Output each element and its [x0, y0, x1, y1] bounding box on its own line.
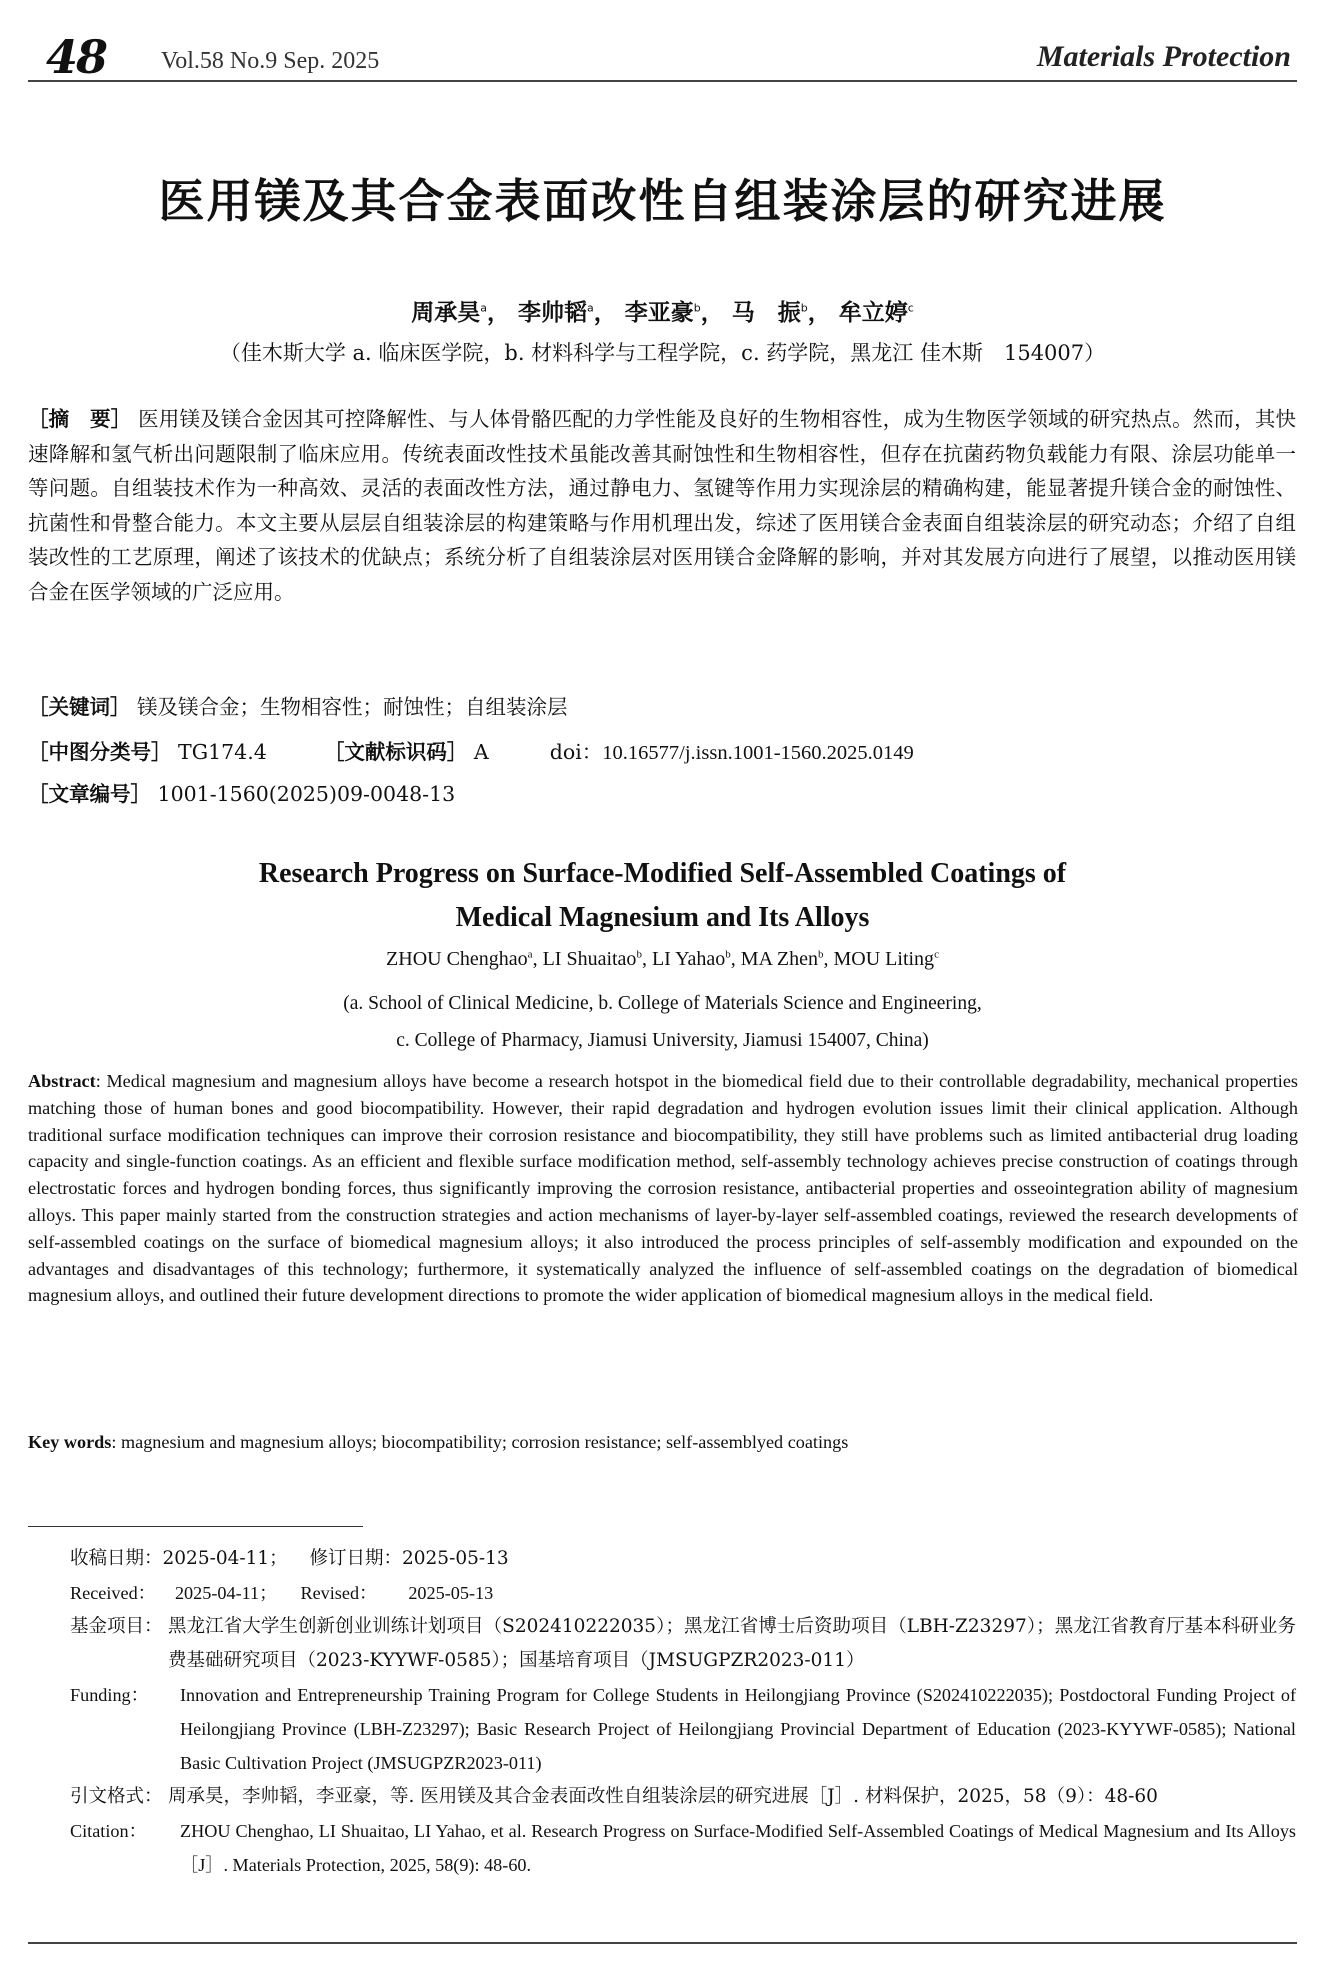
received-en-label: Received： — [70, 1583, 156, 1603]
affiliation-english-line-1: (a. School of Clinical Medicine, b. College of Materials Science and Engineering, — [343, 993, 982, 1014]
authors-english: ZHOU Chenghao$^a$, LI Shuaitao$^b$, LI Yahao$^b$, MA Zhen$^b$, MOU Liting$^c$ — [386, 948, 939, 970]
affiliation-chinese: （佳木斯大学 a. 临床医学院，b. 材料科学与工程学院，c. 药学院，黑龙江 佳木斯 154007） — [219, 341, 1106, 365]
volume-info: Vol.58 No.9 Sep. 2025 — [161, 48, 380, 74]
fund-en-text: Innovation and Entrepreneurship Training Program for College Students in Heilongjiang Province (S202410222035); Postdoctoral Funding Project of Heilongjiang Province (LBH-Z23297); Basic Research Project of Heilongjiang Provincial Department of Education (2023-KYYWF-0585); National Basic Cultivation Project (JMSUGPZR2023-011) — [180, 1685, 1296, 1773]
journal-name: Materials Protection — [1036, 40, 1291, 73]
affiliation-english-line-2: c. College of Pharmacy, Jiamusi University, Jiamusi 154007, China) — [396, 1030, 929, 1051]
abstract-label: ［摘 要］ — [28, 407, 132, 431]
author-affil-mark: c — [907, 301, 914, 315]
footnote-citation-cn — [70, 1780, 1296, 1814]
author-affil-mark: b — [725, 948, 731, 961]
author-name: MOU Liting — [833, 948, 935, 970]
author-affil-mark: b — [800, 301, 808, 315]
doc-code-label: ［文献标识码］ — [323, 740, 468, 764]
author-affil-mark: b — [818, 948, 824, 961]
footnote-rule — [28, 1526, 363, 1527]
footnote-dates-en — [70, 1576, 1296, 1610]
author-affil-mark: c — [934, 948, 939, 961]
footnote-fund-cn — [70, 1610, 1296, 1678]
title-english — [0, 852, 1325, 940]
author-affil-mark: a — [527, 948, 533, 961]
clc-label: ［中图分类号］ — [28, 740, 172, 764]
doc-code-value: A — [473, 740, 489, 764]
keywords-text: 镁及镁合金；生物相容性；耐蚀性；自组装涂层 — [137, 695, 568, 719]
abstract-english-text: Medical magnesium and magnesium alloys have become a research hotspot in the biomedical field due to their controllable degradability, mechanical properties matching those of human bones and good biocompatibility. However, their rapid degradation and hydrogen evolution issues limit their clinical application. Although traditional surface modification techniques can improve their corrosion resistance and biocompatibility, they still have problems such as limited antibacterial drug loading capacity and single-function coatings. As an efficient and flexible surface modification method, self-assembly technology achieves precise construction of coatings through electrostatic forces and hydrogen bonding forces, thus significantly improving the corrosion resistance, antibacterial properties and osseointegration ability of magnesium alloys. This paper mainly started from the construction strategies and action mechanisms of layer-by-layer self-assembled coatings, reviewed the research developments of self-assembled coatings on the surface of biomedical magnesium alloys; it also introduced the process principles of self-assembly modification and expounded on the advantages and disadvantages of this technology; furthermore, it systematically analyzed the influence of self-assembled coatings on the degradation of biomedical magnesium alloys, and outlined their future development directions to promote the wider application of biomedical magnesium alloys in the medical field. — [28, 1071, 1298, 1306]
fund-cn-text: 黑龙江省大学生创新创业训练计划项目（S202410222035）；黑龙江省博士后资助项目（LBH-Z23297）；黑龙江省教育厅基本科研业务费基础研究项目（2023-KYYWF-0585）；国基培育项目（JMSUGPZR2023-011） — [168, 1616, 1296, 1671]
received-en-date: 2025-04-11； — [174, 1583, 278, 1603]
author-name: LI Shuaitao — [542, 948, 637, 970]
revised-cn-date: 2025-05-13 — [401, 1548, 509, 1569]
revised-en-label: Revised： — [300, 1583, 378, 1603]
abstract-chinese — [28, 402, 1296, 610]
author-name: 李帅韬 — [517, 300, 587, 326]
revised-en-date: 2025-05-13 — [408, 1583, 494, 1603]
abstract-text: 医用镁及镁合金因其可控降解性、与人体骨骼匹配的力学性能及良好的生物相容性，成为生物医学领域的研究热点。然而，其快速降解和氢气析出问题限制了临床应用。传统表面改性技术虽能改善其耐蚀性和生物相容性，但存在抗菌药物负载能力有限、涂层功能单一等问题。自组装技术作为一种高效、灵活的表面改性方法，通过静电力、氢键等作用力实现涂层的精确构建，能显著提升镁合金的耐蚀性、抗菌性和骨整合能力。本文主要从层层自组装涂层的构建策略与作用机理出发，综述了医用镁合金表面自组装涂层的研究动态；介绍了自组装改性的工艺原理，阐述了该技术的优缺点；系统分析了自组装涂层对医用镁合金降解的影响，并对其发展方向进行了展望，以推动医用镁合金在医学领域的广泛应用。 — [28, 407, 1296, 604]
keywords-chinese — [28, 690, 1296, 720]
abstract-english: Abstract: Medical magnesium and magnesium alloys have become a research hotspot in the biomedical field due to their controllable degradability, mechanical properties matching those of human bones and good biocompatibility. However, their rapid degradation and hydrogen evolution issues limit their clinical application. Although traditional surface modification techniques can improve their corrosion resistance and biocompatibility, they still have problems such as limited antibacterial drug loading capacity and single-function coatings. As an efficient and flexible surface modification method, self-assembly technology achieves precise construction of coatings through electrostatic forces and hydrogen bonding forces, thus significantly improving the corrosion resistance, antibacterial properties and osseointegration ability of magnesium alloys. This paper mainly started from the construction strategies and action mechanisms of layer-by-layer self-assembled coatings, reviewed the research developments of self-assembled coatings on the surface of biomedical magnesium alloys; it also introduced the process principles of self-assembly modification and expounded on the advantages and disadvantages of this technology; furthermore, it systematically analyzed the influence of self-assembled coatings on the degradation of biomedical magnesium alloys, and outlined their future development directions to promote the wider application of biomedical magnesium alloys in the medical field. — [28, 1071, 1298, 1306]
citation-en-text: ZHOU Chenghao, LI Shuaitao, LI Yahao, et al. Research Progress on Surface-Modified Self-Assembled Coatings of Medical Magnesium and Its Alloys［J］. Materials Protection, 2025, 58(9): 48-60. — [180, 1821, 1296, 1875]
affiliation-english — [0, 985, 1325, 1059]
citation-cn-label: 引文格式： — [70, 1786, 163, 1807]
title-english-line-1: Research Progress on Surface-Modified Self-Assembled Coatings of — [258, 858, 1067, 889]
author-name: 李亚豪 — [624, 300, 694, 326]
title-chinese: 医用镁及其合金表面改性自组装涂层的研究进展 — [158, 174, 1167, 228]
author-affil-mark: b — [693, 301, 701, 315]
received-cn-label: 收稿日期： — [70, 1548, 163, 1569]
author-name: MA Zhen — [740, 948, 818, 970]
title-english-line-2: Medical Magnesium and Its Alloys — [455, 902, 870, 933]
footer-rule — [28, 1942, 1297, 1944]
keywords-english-text: magnesium and magnesium alloys; biocompatibility; corrosion resistance; self-assemblyed coatings — [120, 1432, 849, 1452]
keywords-english: Key words: magnesium and magnesium alloys; biocompatibility; corrosion resistance; self-assemblyed coatings — [28, 1432, 849, 1452]
author-name: LI Yahao — [651, 948, 726, 970]
fund-cn-label: 基金项目： — [70, 1616, 163, 1637]
citation-cn-text: 周承昊，李帅韬，李亚豪，等. 医用镁及其合金表面改性自组装涂层的研究进展［J］. 材料保护，2025，58（9）：48-60 — [168, 1786, 1158, 1807]
page-number: 48 — [46, 30, 107, 84]
classification-line — [28, 735, 1296, 765]
footnote-citation-en — [70, 1814, 1296, 1882]
doi-value: 10.16577/j.issn.1001-1560.2025.0149 — [602, 742, 914, 764]
author-name: ZHOU Chenghao — [386, 948, 528, 970]
author-name: 周承昊 — [411, 300, 481, 326]
author-affil-mark: a — [586, 301, 594, 315]
author-affil-mark: b — [636, 948, 642, 961]
footnote-fund-en — [70, 1678, 1296, 1780]
citation-en-label: Citation： — [70, 1821, 147, 1841]
footnote-dates-cn — [70, 1542, 1296, 1576]
article-number-line — [28, 777, 1296, 807]
abstract-english-label: Abstract — [28, 1071, 96, 1091]
author-affil-mark: a — [480, 301, 487, 315]
article-number-value: 1001-1560(2025)09-0048-13 — [157, 782, 456, 806]
author-name: 马 振 — [731, 300, 801, 326]
revised-cn-label: 修订日期： — [309, 1548, 402, 1569]
author-name: 牟立婷 — [838, 300, 908, 326]
clc-value: TG174.4 — [178, 740, 267, 764]
fund-en-label: Funding： — [70, 1685, 149, 1705]
article-number-label: ［文章编号］ — [28, 782, 151, 806]
keywords-english-label: Key words — [28, 1432, 112, 1452]
received-cn-date: 2025-04-11； — [162, 1548, 288, 1569]
keywords-label: ［关键词］ — [28, 695, 131, 719]
running-header — [28, 28, 1297, 88]
doi-label: doi： — [549, 740, 603, 764]
authors-chinese: 周承昊$^a$， 李帅韬$^a$， 李亚豪$^b$， 马 振$^b$， 牟立婷$^c$ — [411, 300, 914, 326]
header-rule — [28, 80, 1297, 82]
